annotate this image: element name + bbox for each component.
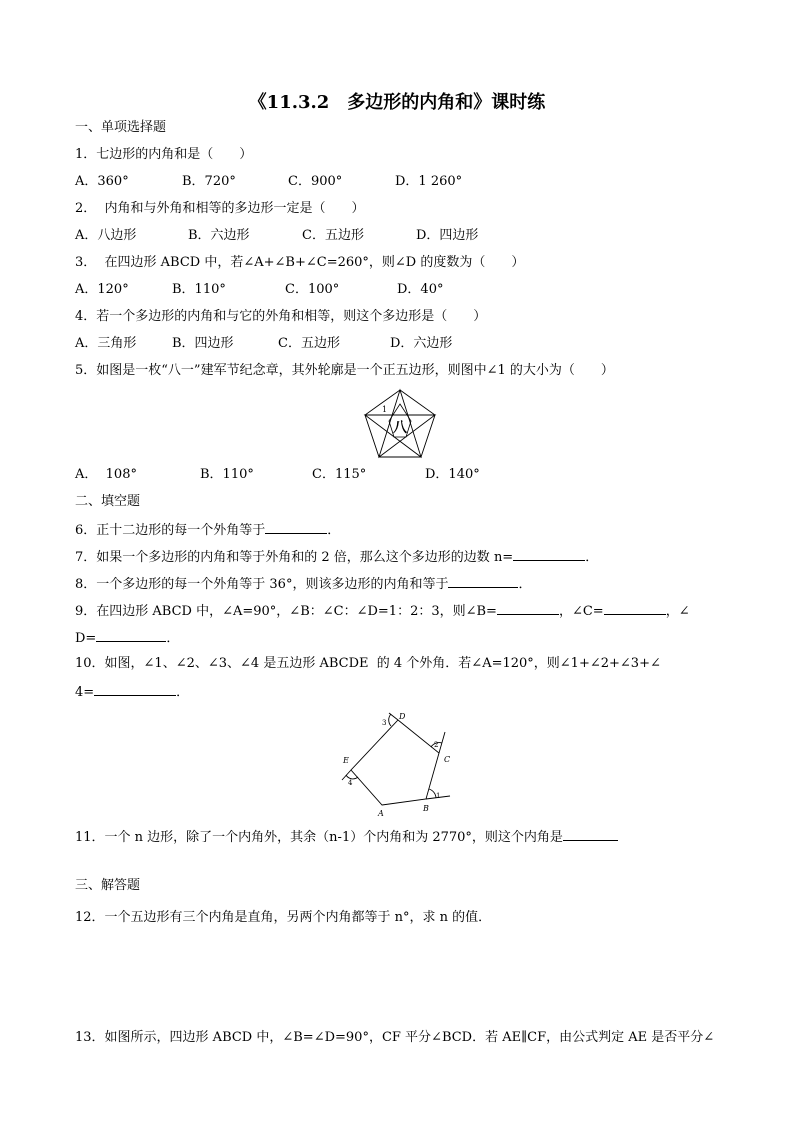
question-6 bbox=[75, 521, 340, 539]
question-8-text: 8．一个多边形的每一个外角等于 36°，则该多边形的内角和等于 bbox=[75, 577, 449, 592]
question-7 bbox=[75, 548, 598, 566]
question-1-option-a[interactable]: A．360° bbox=[75, 174, 129, 189]
angle-3-label: 3 bbox=[382, 719, 387, 727]
question-9-line-1 bbox=[75, 602, 690, 620]
question-7-text: 7．如果一个多边形的内角和等于外角和的 2 倍，那么这个多边形的边数 n= bbox=[75, 550, 514, 565]
question-10-text-a: 4= bbox=[75, 685, 95, 700]
pentagon-badge-figure bbox=[360, 386, 440, 462]
question-2-option-d[interactable]: D．四边形 bbox=[416, 228, 479, 243]
question-5-option-c[interactable]: C．115° bbox=[312, 467, 367, 482]
question-1-option-b[interactable]: B．720° bbox=[182, 174, 236, 189]
question-2-option-c[interactable]: C．五边形 bbox=[302, 228, 364, 243]
question-5-option-d[interactable]: D．140° bbox=[425, 467, 480, 482]
angle-2-label: 2 bbox=[434, 741, 439, 749]
section-heading-fill-in: 二、填空题 bbox=[75, 494, 141, 509]
vertex-d-label: D bbox=[399, 712, 406, 721]
question-9-line-2 bbox=[75, 629, 179, 647]
question-4-option-a[interactable]: A．三角形 bbox=[75, 336, 137, 351]
vertex-c-label: C bbox=[444, 755, 451, 764]
question-1-option-d[interactable]: D．1 260° bbox=[395, 174, 463, 189]
question-7-end: ． bbox=[585, 550, 599, 565]
question-9-text-d: D= bbox=[75, 631, 97, 646]
question-12: 12．一个五边形有三个内角是直角，另两个内角都等于 n°，求 n 的值． bbox=[75, 910, 492, 925]
question-6-text: 6．正十二边形的每一个外角等于 bbox=[75, 523, 266, 538]
angle-1-label: 1 bbox=[436, 792, 441, 800]
angle-1-label: 1 bbox=[382, 405, 388, 414]
vertex-e-label: E bbox=[343, 756, 349, 765]
angle-4-label: 4 bbox=[348, 779, 353, 787]
pentagon-abcde bbox=[351, 720, 439, 805]
vertex-a-label: A bbox=[378, 809, 384, 818]
question-11 bbox=[75, 828, 618, 846]
question-10-line-1: 10．如图，∠1、∠2、∠3、∠4 是五边形 ABCDE 的 4 个外角．若∠A=120°，则∠1+∠2+∠3+∠ bbox=[75, 656, 661, 671]
question-10-line-2 bbox=[75, 683, 189, 701]
section-heading-multiple-choice: 一、单项选择题 bbox=[75, 120, 167, 135]
question-8 bbox=[75, 575, 531, 593]
question-9-text-c: ，∠ bbox=[665, 604, 690, 619]
answer-blank-9-b[interactable] bbox=[497, 602, 559, 615]
answer-blank-9-c[interactable] bbox=[604, 602, 666, 615]
answer-blank-9-d[interactable] bbox=[96, 629, 166, 642]
question-6-end: ． bbox=[327, 523, 341, 538]
question-9-text-b: ，∠C= bbox=[558, 604, 604, 619]
question-4-option-b[interactable]: B．四边形 bbox=[172, 336, 234, 351]
angle-3-arc bbox=[389, 714, 391, 726]
question-13: 13．如图所示，四边形 ABCD 中，∠B=∠D=90°，CF 平分∠BCD．若 AE∥CF，由公式判定 AE 是否平分∠ bbox=[75, 1030, 715, 1045]
question-5-option-a[interactable]: A． 108° bbox=[75, 467, 137, 482]
question-2-option-a[interactable]: A．八边形 bbox=[75, 228, 137, 243]
question-1-option-c[interactable]: C．900° bbox=[288, 174, 343, 189]
question-9-text-e: ． bbox=[166, 631, 180, 646]
answer-blank-6[interactable] bbox=[265, 521, 327, 534]
question-2-option-b[interactable]: B．六边形 bbox=[188, 228, 250, 243]
answer-blank-11[interactable] bbox=[563, 828, 618, 841]
question-3-option-b[interactable]: B．110° bbox=[172, 282, 226, 297]
question-4-option-d[interactable]: D．六边形 bbox=[390, 336, 453, 351]
question-10-text-b: ． bbox=[176, 685, 190, 700]
answer-blank-8[interactable] bbox=[448, 575, 518, 588]
question-2-stem: 2． 内角和与外角和相等的多边形一定是（ ） bbox=[75, 201, 365, 216]
section-heading-solutions: 三、解答题 bbox=[75, 878, 141, 893]
question-4-stem: 4．若一个多边形的内角和与它的外角和相等，则这个多边形是（ ） bbox=[75, 309, 487, 324]
angle-1-arc bbox=[429, 789, 436, 798]
question-8-end: ． bbox=[518, 577, 532, 592]
question-5-option-b[interactable]: B．110° bbox=[200, 467, 254, 482]
answer-blank-10[interactable] bbox=[94, 683, 176, 696]
worksheet-title: 《11.3.2 多边形的内角和》课时练 bbox=[248, 92, 546, 113]
question-3-option-a[interactable]: A．120° bbox=[75, 282, 129, 297]
question-11-text: 11．一个 n 边形，除了一个内角外，其余（n-1）个内角和为 2770°，则这个内角是 bbox=[75, 830, 563, 845]
question-3-stem: 3． 在四边形 ABCD 中，若∠A+∠B+∠C=260°，则∠D 的度数为（ ） bbox=[75, 255, 525, 270]
question-5-stem: 5．如图是一枚“八一”建军节纪念章，其外轮廓是一个正五边形，则图中∠1 的大小为（ ） bbox=[75, 363, 614, 378]
answer-blank-7[interactable] bbox=[513, 548, 585, 561]
question-1-stem: 1．七边形的内角和是（ ） bbox=[75, 147, 253, 162]
question-4-option-c[interactable]: C．五边形 bbox=[278, 336, 340, 351]
question-3-option-c[interactable]: C．100° bbox=[285, 282, 340, 297]
extension-cd bbox=[389, 713, 398, 720]
badge-character: 八 bbox=[393, 420, 407, 436]
question-9-text-a: 9．在四边形 ABCD 中，∠A=90°，∠B：∠C：∠D=1：2：3，则∠B= bbox=[75, 604, 497, 619]
question-3-option-d[interactable]: D．40° bbox=[397, 282, 444, 297]
vertex-b-label: B bbox=[423, 804, 429, 813]
pentagon-exterior-angles-figure bbox=[338, 708, 458, 820]
